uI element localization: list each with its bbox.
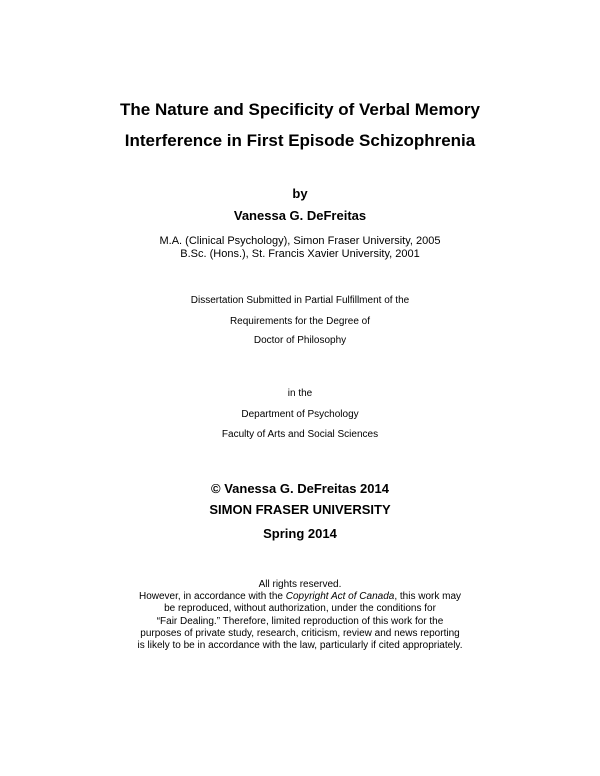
- rights-statement-line-2: [0, 591, 600, 604]
- term: Spring 2014: [263, 526, 337, 541]
- university-name: SIMON FRASER UNIVERSITY: [209, 502, 391, 517]
- thesis-title-line-2: Interference in First Episode Schizophrenia: [124, 131, 476, 150]
- prior-degree-1: M.A. (Clinical Psychology), Simon Fraser University, 2005: [159, 235, 441, 247]
- prior-degree-2: B.Sc. (Hons.), St. Francis Xavier University, 2001: [180, 248, 420, 260]
- faculty-name: Faculty of Arts and Social Sciences: [221, 429, 379, 440]
- rights-statement-line-6: is likely to be in accordance with the law, particularly if cited appropriately.: [137, 640, 463, 651]
- dissertation-statement-line-1: Dissertation Submitted in Partial Fulfillment of the: [190, 295, 410, 306]
- by-label: by: [292, 186, 308, 201]
- dissertation-statement-line-2: Requirements for the Degree of: [229, 316, 371, 327]
- degree-name: Doctor of Philosophy: [253, 335, 347, 346]
- copyright-line: © Vanessa G. DeFreitas 2014: [211, 481, 389, 496]
- rights-statement-line-4: “Fair Dealing.” Therefore, limited reproduction of this work for the: [156, 616, 444, 627]
- rights-line-2-prefix: However, in accordance with the: [138, 591, 286, 602]
- rights-line-2-suffix: , this work may: [394, 591, 462, 602]
- department-name: Department of Psychology: [241, 409, 359, 420]
- in-the-label: in the: [287, 388, 313, 399]
- rights-reserved: All rights reserved.: [258, 579, 342, 590]
- rights-statement-line-3: be reproduced, without authorization, under the conditions for: [164, 603, 436, 614]
- author-name: Vanessa G. DeFreitas: [233, 208, 367, 223]
- rights-statement-line-5: purposes of private study, research, criticism, review and news reporting: [140, 628, 460, 639]
- copyright-act-title: Copyright Act of Canada: [285, 591, 395, 602]
- thesis-title-line-1: The Nature and Specificity of Verbal Memory: [120, 100, 480, 119]
